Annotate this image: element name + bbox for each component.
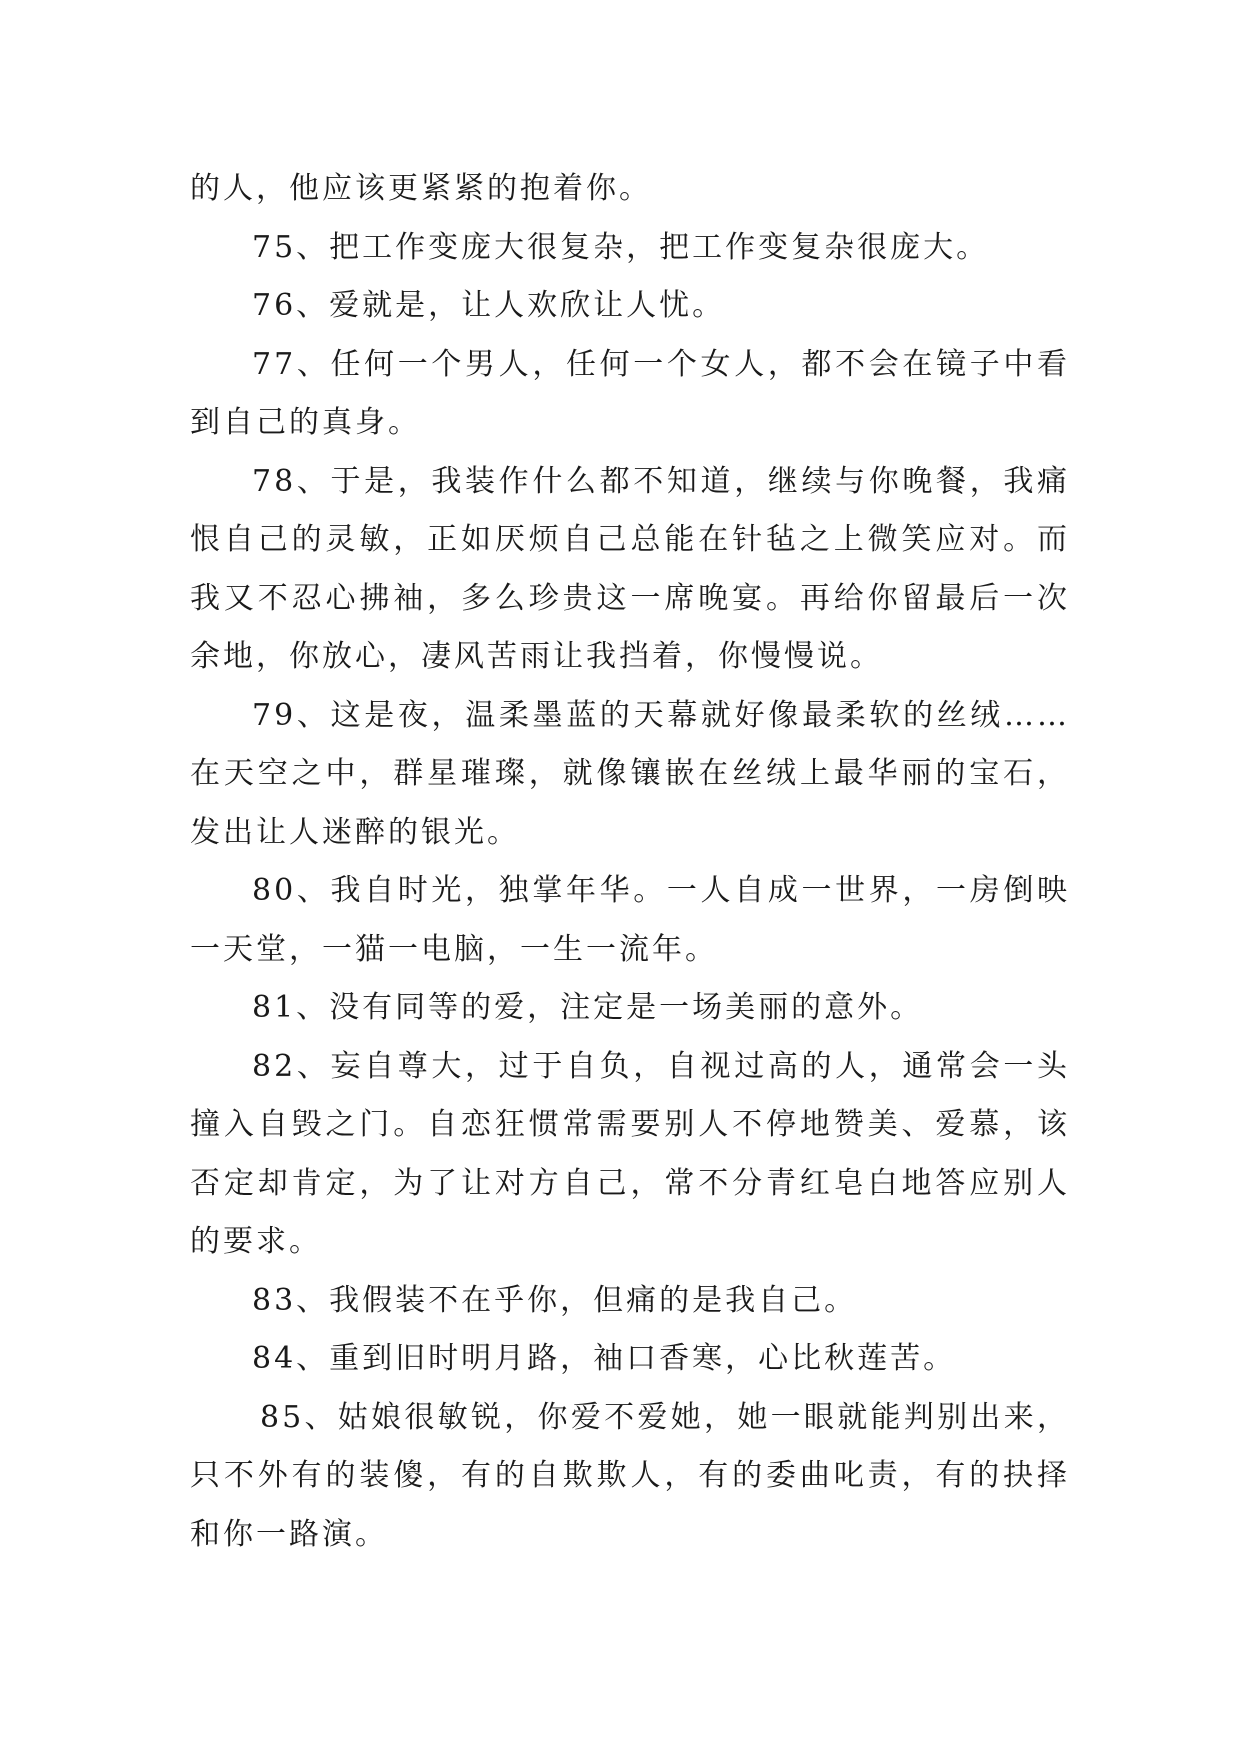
text-line: 和你一路演。 [190,1516,388,1552]
text-line: 一天堂，一猫一电脑，一生一流年。 [190,931,718,967]
text-line: 在天空之中，群星璀璨，就像镶嵌在丝绒上最华丽的宝石， [190,756,1070,791]
text-line: 撞入自毁之门。自恋狂惯常需要别人不停地赞美、爱慕，该 [190,1107,1070,1142]
paragraph-start-75: 75、把工作变庞大很复杂，把工作变复杂很庞大。 [252,229,990,265]
text-line: 到自己的真身。 [190,405,421,440]
paragraph-start-76: 76、爱就是，让人欢欣让人忧。 [252,288,726,323]
text-line: 的人，他应该更紧紧的抱着你。 [190,171,652,206]
paragraph-start-78: 78、于是，我装作什么都不知道，继续与你晚餐，我痛 [252,463,1070,499]
text-line: 余地，你放心，凄风苦雨让我挡着，你慢慢说。 [190,639,883,674]
text-line: 只不外有的装傻，有的自欺欺人，有的委曲叱责，有的抉择 [190,1458,1070,1493]
paragraph-start-82: 82、妄自尊大，过于自负，自视过高的人，通常会一头 [252,1048,1070,1084]
text-line: 恨自己的灵敏，正如厌烦自己总能在针毡之上微笑应对。而 [190,522,1070,557]
text-line: 我又不忍心拂袖，多么珍贵这一席晚宴。再给你留最后一次 [190,580,1070,616]
body-text [190,160,1070,1564]
text-line: 的要求。 [190,1224,322,1259]
paragraph-start-77: 77、任何一个男人，任何一个女人，都不会在镜子中看 [252,346,1070,382]
text-line: 发出让人迷醉的银光。 [190,814,520,850]
paragraph-start-85: 85、姑娘很敏锐，你爱不爱她，她一眼就能判别出来， [260,1399,1070,1435]
paragraph-start-79: 79、这是夜，温柔墨蓝的天幕就好像最柔软的丝绒…… [252,697,1070,733]
text-line: 否定却肯定，为了让对方自己，常不分青红皂白地答应别人 [190,1165,1070,1201]
paragraph-start-83: 83、我假装不在乎你，但痛的是我自己。 [252,1282,858,1318]
paragraph-start-80: 80、我自时光，独掌年华。一人自成一世界，一房倒映 [252,873,1070,908]
paragraph-start-81: 81、没有同等的爱，注定是一场美丽的意外。 [252,990,924,1025]
paragraph-start-84: 84、重到旧时明月路，袖口香寒，心比秋莲苦。 [252,1341,957,1376]
